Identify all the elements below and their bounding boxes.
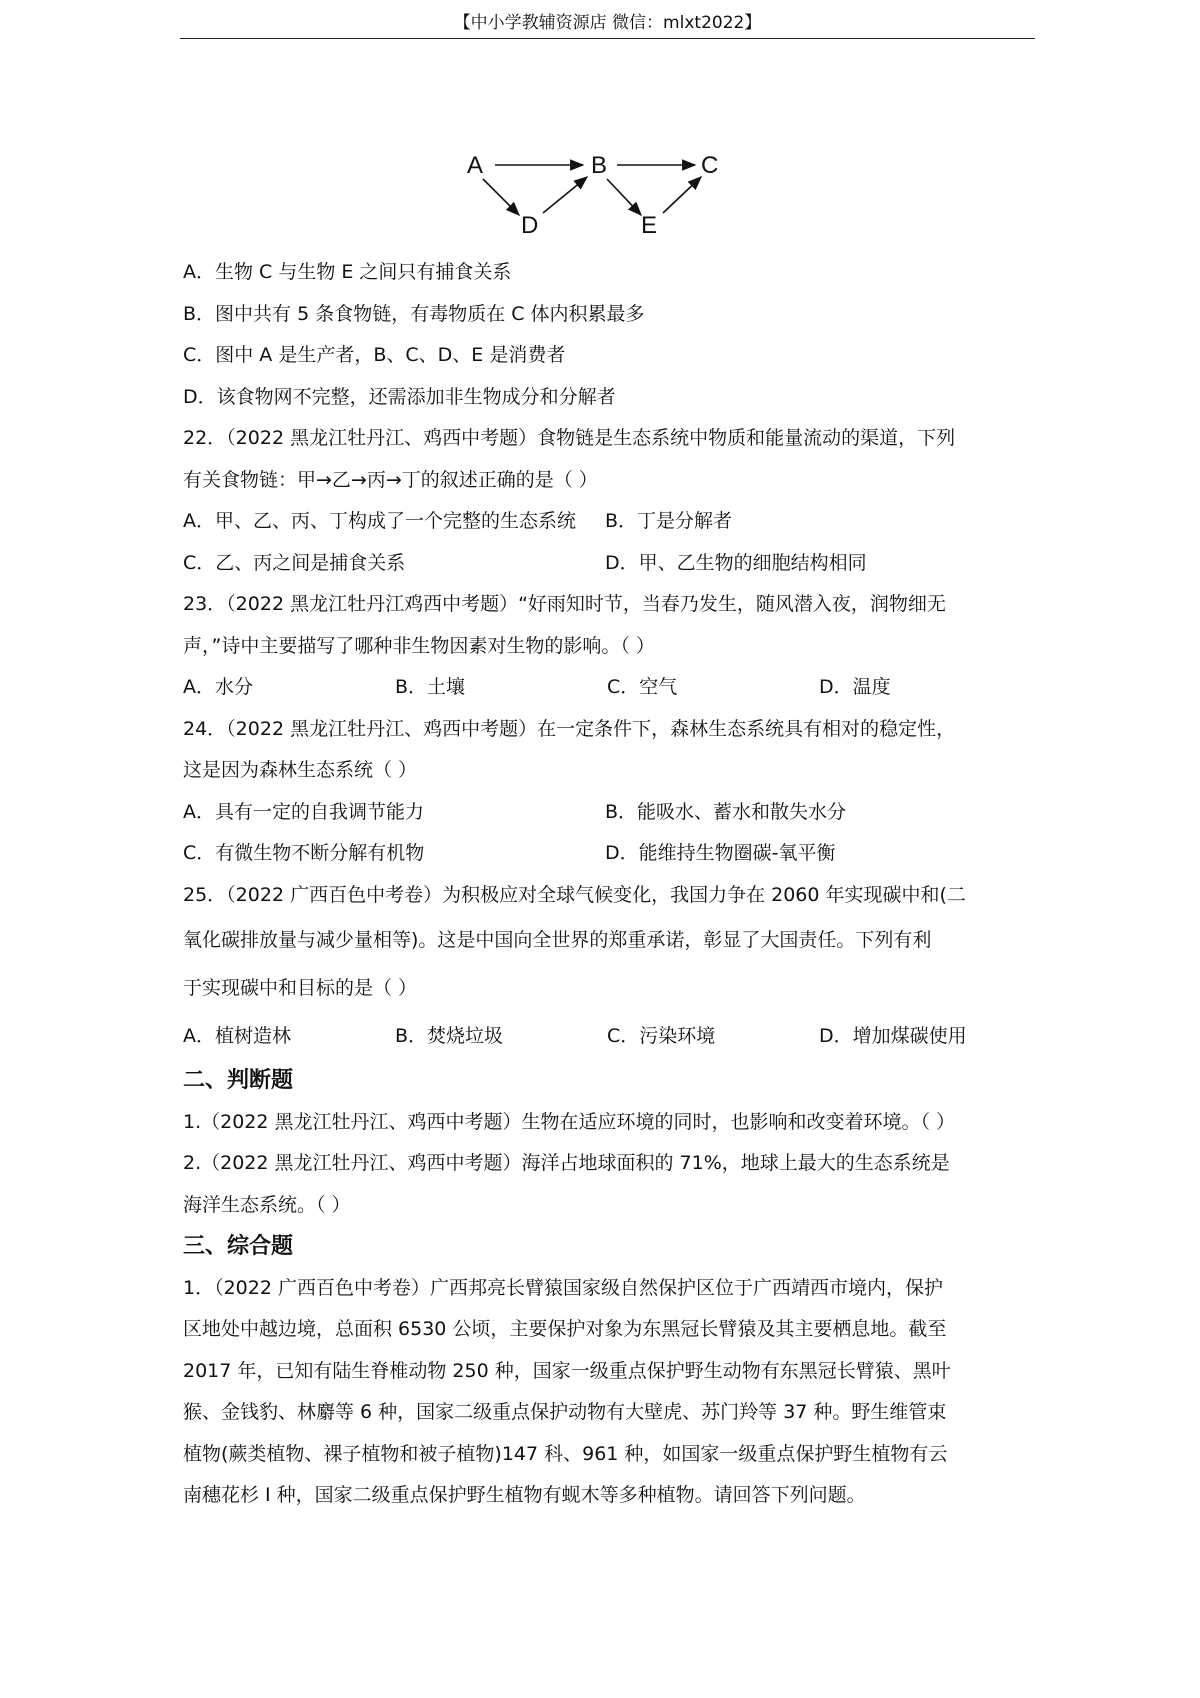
node-a: A: [467, 152, 484, 179]
q22-stem: 22．（2022 黑龙江牡丹江、鸡西中考题）食物链是生态系统中物质和能量流动的渠道，下列: [183, 427, 956, 449]
q24-option-d: D．能维持生物圈碳-氧平衡: [605, 842, 836, 864]
comprehensive-text-line: 猴、金钱豹、林麝等 6 种，国家二级重点保护动物有大壁虎、苏门羚等 37 种。野生维管束: [183, 1401, 947, 1423]
q25-option-a: A．植树造林: [183, 1025, 291, 1047]
q25-stem-end: 于实现碳中和目标的是（ ）: [183, 977, 418, 999]
q22-option-b: B．丁是分解者: [605, 510, 733, 532]
q22-option-d: D．甲、乙生物的细胞结构相同: [605, 551, 867, 574]
q24-stem-cont: 这是因为森林生态系统（ ）: [183, 759, 418, 781]
arrow-a-d: [483, 179, 519, 215]
arrow-d-b: [543, 177, 587, 213]
node-d: D: [521, 212, 539, 239]
q22-option-c: C．乙、丙之间是捕食关系: [183, 551, 406, 574]
q23-option-c: C．空气: [607, 676, 678, 698]
q22-options-row2: [183, 543, 1033, 585]
q22-option-a: A．甲、乙、丙、丁构成了一个完整的生态系统: [183, 510, 576, 532]
question-content: [183, 252, 1033, 1517]
page-header: 【中小学教辅资源店 微信：mlxt2022】: [180, 8, 1035, 39]
q24-option-b: B．能吸水、蓄水和散失水分: [605, 800, 847, 823]
comprehensive-text-line: 2017 年，已知有陆生脊椎动物 250 种，国家一级重点保护野生动物有东黑冠长臂猿、黑叶: [183, 1359, 951, 1382]
q24-option-c: C．有微生物不断分解有机物: [183, 842, 425, 864]
comprehensive-text-line: 1．（2022 广西百色中考卷）广西邦亮长臂猿国家级自然保护区位于广西靖西市境内，保护: [183, 1276, 943, 1299]
arrow-e-c: [663, 177, 701, 213]
judgment-item-2: 2.（2022 黑龙江牡丹江、鸡西中考题）海洋占地球面积的 71%，地球上最大的生态系统是: [183, 1152, 950, 1174]
q21-option-c: C．图中 A 是生产者，B、C、D、E 是消费者: [183, 344, 566, 366]
q23-stem: 23．（2022 黑龙江牡丹江鸡西中考题）“好雨知时节，当春乃发生，随风潜入夜，润物细无: [183, 593, 946, 615]
q25-option-d: D．增加煤碳使用: [819, 1025, 967, 1047]
q21-option-d: D．该食物网不完整，还需添加非生物成分和分解者: [183, 385, 616, 408]
node-b: B: [591, 152, 608, 179]
judgment-item-1: 1.（2022 黑龙江牡丹江、鸡西中考题）生物在适应环境的同时，也影响和改变着环境。（ ）: [183, 1110, 956, 1133]
q23-option-a: A．水分: [183, 676, 253, 698]
q22-options-row1: [183, 501, 1033, 543]
q21-option-a: A．生物 C 与生物 E 之间只有捕食关系: [183, 261, 512, 283]
q25-options: [183, 1012, 1033, 1060]
node-e: E: [641, 212, 658, 239]
q25-option-b: B．焚烧垃圾: [395, 1025, 504, 1047]
node-c: C: [701, 152, 719, 179]
q23-options: [183, 667, 1033, 709]
section-title-comprehensive: 三、综合题: [183, 1234, 294, 1259]
q25-option-c: C．污染环境: [607, 1025, 716, 1047]
section-title-judgment: 二、判断题: [183, 1068, 294, 1093]
judgment-item-2-cont: 海洋生态系统。（ ）: [183, 1193, 351, 1216]
q25-stem: 25．（2022 广西百色中考卷）为积极应对全球气候变化，我国力争在 2060 年实现碳中和(二: [183, 883, 966, 906]
q24-option-a: A．具有一定的自我调节能力: [183, 800, 424, 823]
q24-options-row1: [183, 792, 1033, 834]
q24-stem: 24．（2022 黑龙江牡丹江、鸡西中考题）在一定条件下，森林生态系统具有相对的稳定性，: [183, 717, 956, 740]
q23-stem-cont: 声，”诗中主要描写了哪种非生物因素对生物的影响。（ ）: [183, 634, 655, 657]
comprehensive-text-line: 植物(蕨类植物、裸子植物和被子植物)147 科、961 种，如国家一级重点保护野生植物有云: [183, 1442, 948, 1465]
food-web-diagram: [455, 145, 735, 240]
q24-options-row2: [183, 833, 1033, 875]
q23-option-b: B．土壤: [395, 676, 466, 698]
q22-stem-cont: 有关食物链：甲→乙→丙→丁的叙述正确的是（ ）: [183, 468, 598, 491]
arrow-b-e: [607, 179, 641, 215]
comprehensive-text-line: 南穗花杉 I 种，国家二级重点保护野生植物有蚬木等多种植物。请回答下列问题。: [183, 1484, 866, 1506]
q21-option-b: B．图中共有 5 条食物链，有毒物质在 C 体内积累最多: [183, 302, 645, 325]
q25-stem-cont: 氧化碳排放量与减少量相等)。这是中国向全世界的郑重承诺，彰显了大国责任。下列有利: [183, 929, 932, 951]
q23-option-d: D．温度: [819, 676, 891, 698]
comprehensive-text-line: 区地处中越边境，总面积 6530 公顷，主要保护对象为东黑冠长臂猿及其主要栖息地。截至: [183, 1318, 947, 1340]
